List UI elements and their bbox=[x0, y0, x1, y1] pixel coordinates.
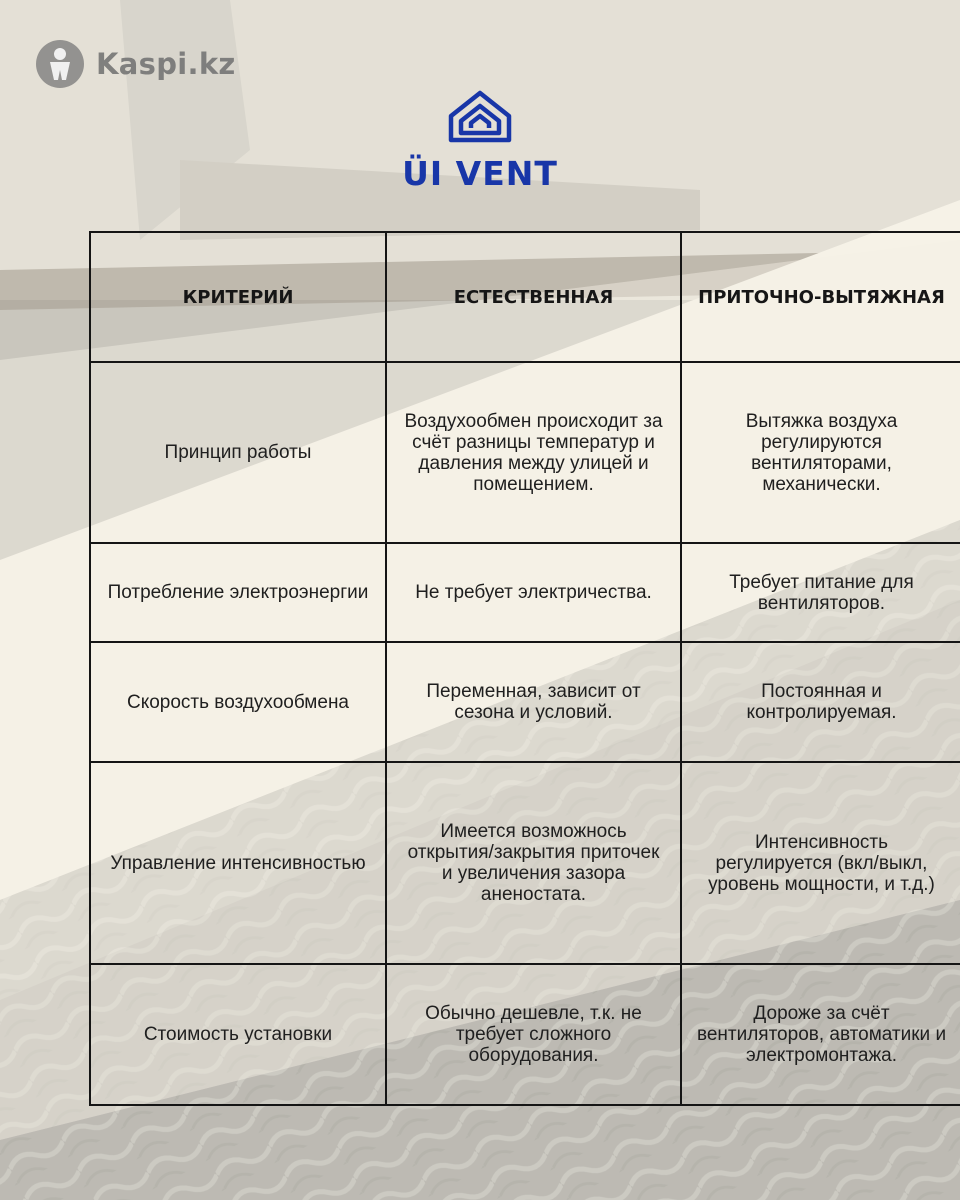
comparison-table bbox=[89, 231, 960, 1106]
header-criterion: КРИТЕРИЙ bbox=[90, 232, 386, 362]
natural-cell: Имеется возможнось открытия/закрытия приточек и увеличения зазора аненостата. bbox=[386, 762, 681, 964]
kaspi-person-icon bbox=[36, 40, 84, 88]
table-row bbox=[90, 543, 960, 642]
criterion-cell: Скорость воздухообмена bbox=[90, 642, 386, 762]
brand-logo bbox=[380, 88, 580, 193]
criterion-cell: Потребление электроэнергии bbox=[90, 543, 386, 642]
table-row bbox=[90, 964, 960, 1105]
kaspi-watermark-text: Kaspi.kz bbox=[96, 47, 236, 81]
table-header-row bbox=[90, 232, 960, 362]
header-natural: ЕСТЕСТВЕННАЯ bbox=[386, 232, 681, 362]
supply-exhaust-cell: Постоянная и контролируемая. bbox=[681, 642, 960, 762]
kaspi-watermark bbox=[36, 40, 236, 88]
supply-exhaust-cell: Вытяжка воздуха регулируются вентиляторами, механически. bbox=[681, 362, 960, 543]
supply-exhaust-cell: Требует питание для вентиляторов. bbox=[681, 543, 960, 642]
natural-cell: Воздухообмен происходит за счёт разницы температур и давления между улицей и помещением. bbox=[386, 362, 681, 543]
natural-cell: Обычно дешевле, т.к. не требует сложного оборудования. bbox=[386, 964, 681, 1105]
table-row bbox=[90, 762, 960, 964]
table-row bbox=[90, 362, 960, 543]
criterion-cell: Стоимость установки bbox=[90, 964, 386, 1105]
natural-cell: Переменная, зависит от сезона и условий. bbox=[386, 642, 681, 762]
brand-name: ÜI VENT bbox=[402, 154, 558, 193]
supply-exhaust-cell: Дороже за счёт вентиляторов, автоматики и электромонтажа. bbox=[681, 964, 960, 1105]
table-row bbox=[90, 642, 960, 762]
supply-exhaust-cell: Интенсивность регулируется (вкл/выкл, уровень мощности, и т.д.) bbox=[681, 762, 960, 964]
criterion-cell: Принцип работы bbox=[90, 362, 386, 543]
criterion-cell: Управление интенсивностью bbox=[90, 762, 386, 964]
natural-cell: Не требует электричества. bbox=[386, 543, 681, 642]
header-supply-exhaust: ПРИТОЧНО-ВЫТЯЖНАЯ bbox=[681, 232, 960, 362]
house-vent-logo-icon bbox=[445, 88, 515, 146]
